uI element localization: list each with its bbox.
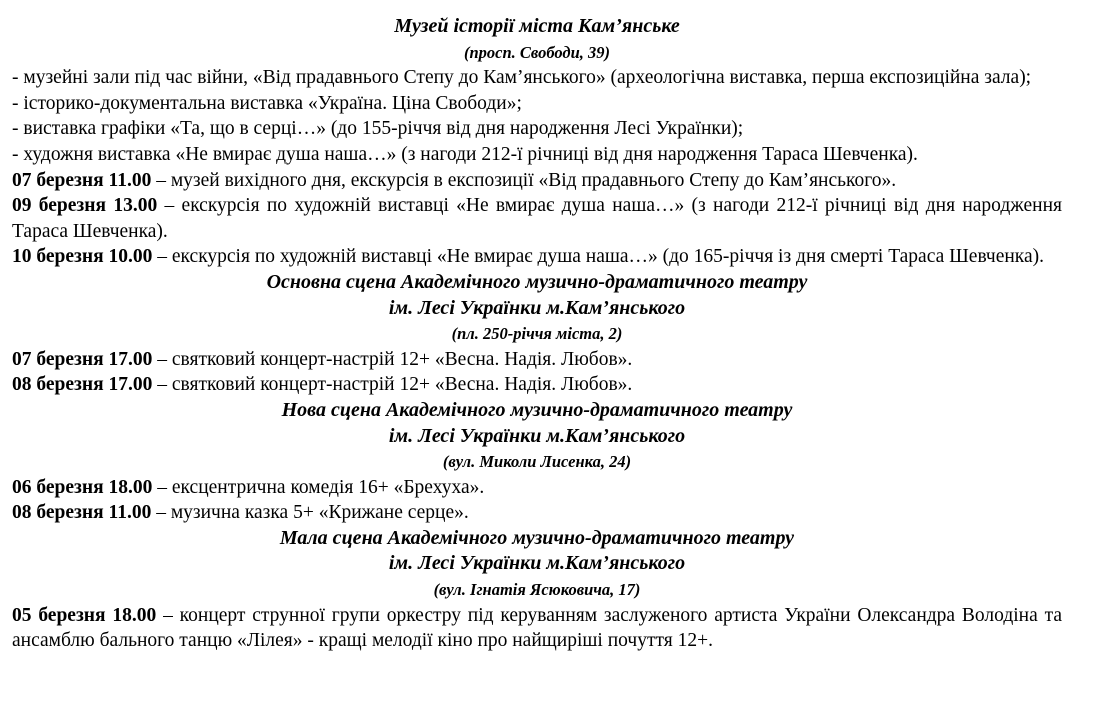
event-date: 06 березня 18.00 [12,476,153,498]
small-stage-title: Мала сцена Академічного музично-драматичного театру [279,526,795,549]
museum-address: (просп. Свободи, 39) [464,42,610,62]
event-date: 10 березня 10.00 [12,246,153,268]
event-entry [12,475,1062,501]
event-date: 08 березня 17.00 [12,374,153,396]
event-date: 09 березня 13.00 [12,195,158,217]
event-entry [12,193,1062,244]
event-description: – музей вихідного дня, екскурсія в експозиції «Від прадавнього Степу до Кам’янського». [151,169,897,191]
main-stage-address: (пл. 250-річчя міста, 2) [451,324,623,344]
main-stage-title: Основна сцена Академічного музично-драматичного театру [266,270,808,293]
new-stage-section [12,398,1062,526]
new-stage-subtitle: ім. Лесі Українки м.Кам’янського [388,424,686,447]
event-date: 05 березня 18.00 [12,604,157,626]
event-entry [12,603,1062,654]
event-description: – святковий концерт-настрій 12+ «Весна. Надія. Любов». [152,374,633,396]
event-description: – святковий концерт-настрій 12+ «Весна. Надія. Любов». [152,348,633,370]
small-stage-address: (вул. Ігнатія Ясюковича, 17) [433,580,641,600]
museum-title: Музей історії міста Кам’янське [394,15,680,37]
event-description: – ексцентрична комедія 16+ «Брехуха». [152,476,485,498]
main-stage-section [12,270,1062,398]
museum-section [12,14,1062,270]
small-stage-section [12,526,1062,654]
new-stage-title: Нова сцена Академічного музично-драматичного театру [281,398,793,421]
event-entry [12,244,1062,270]
event-entry [12,347,1062,373]
event-description: – музична казка 5+ «Крижане серце». [151,502,469,524]
exhibition-item: - художня виставка «Не вмирає душа наша…» (з нагоди 212-ї річниці від дня народження Тараса Шевченка). [12,143,918,165]
event-description: – концерт струнної групи оркестру під керуванням заслуженого артиста України Олександра Володіна та ансамблю бального танцю «Лілея» - кращі мелодії кіно про найщиріші почуття 12+. [12,604,1062,652]
event-entry [12,500,1062,526]
exhibition-item: - музейні зали під час війни, «Від прадавнього Степу до Кам’янського» (археологічна виставка, перша експозиційна зала); [12,67,1032,89]
event-entry [12,372,1062,398]
event-description: – екскурсія по художній виставці «Не вмирає душа наша…» (до 165-річчя із дня смерті Тараса Шевченка). [152,246,1045,268]
small-stage-subtitle: ім. Лесі Українки м.Кам’янського [388,552,686,575]
main-stage-subtitle: ім. Лесі Українки м.Кам’янського [388,296,686,319]
new-stage-address: (вул. Миколи Лисенка, 24) [442,452,632,472]
event-entry [12,168,1062,194]
exhibition-item: - виставка графіки «Та, що в серці…» (до 155-річчя від дня народження Лесі Українки); [12,118,744,140]
event-date: 08 березня 11.00 [12,502,152,524]
event-description: – екскурсія по художній виставці «Не вмирає душа наша…» (з нагоди 212-ї річниці від дня народження Тараса Шевченка). [12,195,1062,242]
event-date: 07 березня 17.00 [12,348,153,370]
event-date: 07 березня 11.00 [12,169,152,191]
exhibition-item: - історико-документальна виставка «Україна. Ціна Свободи»; [12,92,522,114]
